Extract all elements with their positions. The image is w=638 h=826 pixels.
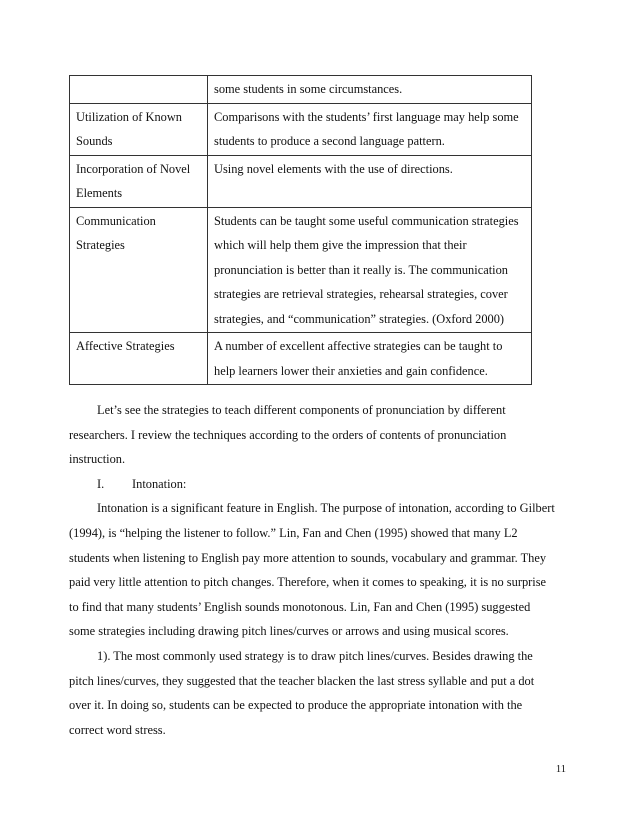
paragraph-line: some strategies including drawing pitch lines/curves or arrows and using musical scores. [69, 624, 509, 639]
strategies-table [69, 75, 532, 385]
table-cell-line: A number of excellent affective strategies can be taught to [214, 339, 503, 353]
paragraph-line: pitch lines/curves, they suggested that the teacher blacken the last stress syllable and put a dot [69, 673, 535, 688]
paragraph-line: Let’s see the strategies to teach different components of pronunciation by different [97, 403, 506, 417]
table-cell-term [70, 333, 208, 385]
table-cell-term [70, 76, 208, 104]
section-number: I. [97, 476, 105, 491]
table-cell-line: Using novel elements with the use of directions. [214, 161, 453, 176]
intro-paragraph [69, 398, 539, 472]
table-cell-term [70, 207, 208, 333]
table-cell-description [208, 103, 532, 155]
table-cell-line: students to produce a second language pattern. [214, 134, 445, 148]
table-cell-line: strategies are retrieval strategies, rehearsal strategies, cover [214, 287, 508, 301]
paragraph-line: paid very little attention to pitch changes. Therefore, when it comes to speaking, it is no surprise [69, 575, 547, 590]
table-row [70, 207, 532, 333]
table-cell-term [70, 103, 208, 155]
table-cell-line: Elements [76, 186, 123, 200]
paragraph-line: researchers. I review the techniques according to the orders of contents of pronunciation [69, 427, 507, 442]
paragraph-line: students when listening to English pay more attention to sounds, vocabulary and grammar. They [69, 550, 547, 565]
table-cell-line: which will help them give the impression that their [214, 238, 467, 252]
paragraph-line: instruction. [69, 452, 126, 467]
section-title: Intonation: [132, 476, 187, 491]
paragraph-line: to find that many students’ English sounds monotonous. Lin, Fan and Chen (1995) suggested [69, 599, 531, 614]
intonation-paragraph [69, 496, 555, 644]
table-cell-line: strategies, and “communication” strategies. (Oxford 2000) [214, 311, 505, 326]
table-row [70, 103, 532, 155]
body-text [69, 398, 555, 742]
paragraph-line: correct word stress. [69, 722, 166, 737]
table-cell-line: Incorporation of Novel [76, 161, 191, 176]
paragraph-line: Intonation is a significant feature in English. The purpose of intonation, according to Gilbert [97, 501, 555, 516]
table-cell-line: Sounds [76, 134, 113, 148]
table-cell-line: Comparisons with the students’ first language may help some [214, 109, 519, 124]
table-cell-line: pronunciation is better than it really is. The communication [214, 262, 508, 277]
table-cell-description [208, 333, 532, 385]
table-cell-term [70, 155, 208, 207]
table-cell-line: Strategies [76, 238, 125, 252]
table-cell-line: help learners lower their anxieties and gain confidence. [214, 363, 488, 378]
table-cell-line: Communication [76, 213, 156, 228]
table-row [70, 76, 532, 104]
table-cell-line: some students in some circumstances. [214, 82, 403, 96]
table-cell-line: Students can be taught some useful communication strategies [214, 213, 519, 228]
strategy-paragraph [69, 644, 539, 742]
paragraph-line: 1). The most commonly used strategy is to draw pitch lines/curves. Besides drawing the [97, 648, 533, 663]
table-cell-description [208, 207, 532, 333]
table-cell-description [208, 155, 532, 207]
table-row [70, 155, 532, 207]
table-cell-line: Utilization of Known [76, 109, 182, 124]
paragraph-line: (1994), is “helping the listener to follow.” Lin, Fan and Chen (1995) showed that many L2 [69, 525, 518, 540]
table-cell-line: Affective Strategies [76, 339, 175, 353]
table-cell-description [208, 76, 532, 104]
paragraph-line: over it. In doing so, students can be expected to produce the appropriate intonation with the [69, 698, 523, 713]
table-row [70, 333, 532, 385]
section-heading-line [69, 472, 539, 497]
page-number: 11 [555, 764, 566, 775]
section-heading [69, 472, 539, 497]
